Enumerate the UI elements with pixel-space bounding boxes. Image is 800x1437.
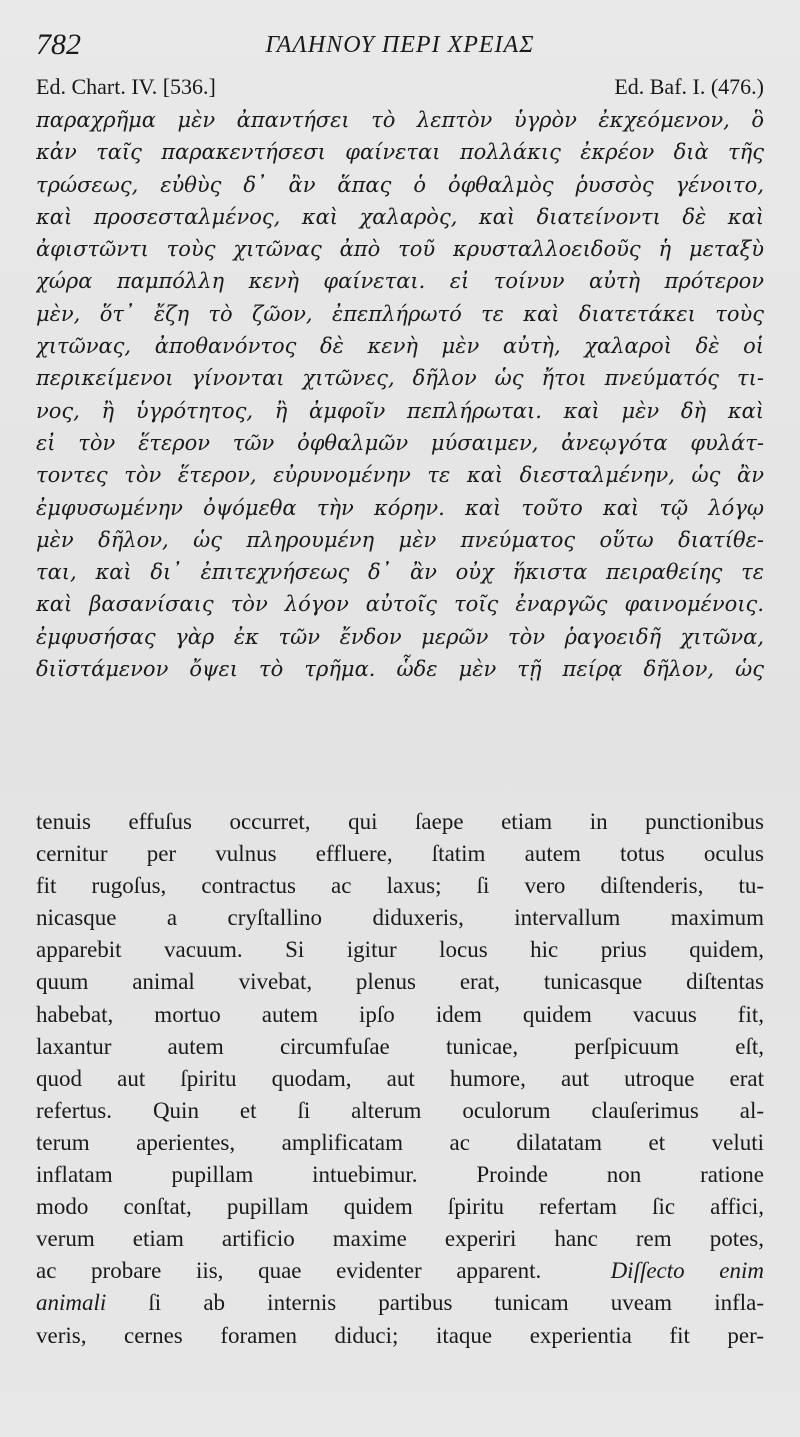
greek-line: ἐμφυσωμένην ὀψόμεθα τὴν κόρην. καὶ τοῦτο καὶ τῷ λόγῳ <box>36 495 764 520</box>
latin-line: nicasque a cryſtallino diduxeris, intervallum maximum <box>36 905 764 931</box>
greek-line: διϊστάμενον ὄψει τὸ τρῆμα. ὧδε μὲν τῇ πείρᾳ δῆλον, ὡς <box>36 657 764 682</box>
latin-line: quod aut ſpiritu quodam, aut humore, aut utroque erat <box>36 1065 764 1091</box>
greek-line: παραχρῆμα μὲν ἀπαντήσει τὸ λεπτὸν ὑγρὸν ἐκχεόμενον, ὃ <box>36 108 764 132</box>
latin-line: fit rugoſus, contractus ac laxus; ſi vero diſtenderis, tu- <box>36 873 764 899</box>
greek-line: χώρα παμπόλλη κενὴ φαίνεται. εἰ τοίνυν αὐτὴ πρότερον <box>36 269 764 294</box>
latin-line: verum etiam artificio maxime experiri hanc rem potes, <box>36 1226 764 1252</box>
greek-line: τρώσεως, εὐθὺς δ᾿ ἂν ἅπας ὁ ὀφθαλμὸς ῥυσσὸς γένοιτο, <box>36 172 764 197</box>
greek-line: κἀν ταῖς παρακεντήσεσι φαίνεται πολλάκις ἐκρέον διὰ τῆς <box>36 140 764 165</box>
greek-line: ἀφιστῶντι τοὺς χιτῶνας ἀπὸ τοῦ κρυσταλλοειδοῦς ἡ μεταξὺ <box>36 237 764 262</box>
latin-line-with-italic <box>36 1255 764 1287</box>
edition-chartier: Ed. Chart. IV. [536.] <box>36 74 216 99</box>
greek-line: χιτῶνας, ἀποθανόντος δὲ κενὴ μὲν αὐτὴ, χαλαροὶ δὲ οἱ <box>36 334 764 359</box>
latin-line: veris, cernes foramen diduci; itaque experientia fit per- <box>36 1322 764 1348</box>
latin-line: tenuis effuſus occurret, qui ſaepe etiam in punctionibus <box>36 809 764 834</box>
edition-basel: Ed. Baf. I. (476.) <box>614 74 764 99</box>
greek-line: ἐμφυσήσας γὰρ ἐκ τῶν ἔνδον μερῶν τὸν ῥαγοειδῆ χιτῶνα, <box>36 624 764 649</box>
latin-line-with-italic <box>36 1287 764 1319</box>
greek-line: καὶ προσεσταλμένος, καὶ χαλαρὸς, καὶ διατείνοντι δὲ καὶ <box>36 204 764 229</box>
greek-text-block <box>36 104 764 685</box>
latin-line: quum animal vivebat, plenus erat, tunicasque diſtentas <box>36 969 764 995</box>
running-title: ΓΑΛΗΝΟΥ ΠΕΡΙ ΧΡΕΙΑΣ <box>265 32 535 58</box>
greek-line: περικείμενοι γίνονται χιτῶνες, δῆλον ὡς ἤτοι πνεύματός τι- <box>36 366 764 391</box>
latin-line: apparebit vacuum. Si igitur locus hic prius quidem, <box>36 937 764 963</box>
latin-line: modo conſtat, pupillam quidem ſpiritu refertam ſic affici, <box>36 1194 764 1220</box>
latin-italic-text: animali <box>36 1290 107 1316</box>
latin-text: ſi ab internis partibus tunicam uveam infla- <box>148 1290 764 1316</box>
latin-text: ac probare iis, quae evidenter apparent. <box>36 1258 542 1284</box>
latin-italic-text: Diſſecto enim <box>610 1258 764 1284</box>
greek-line: μὲν, ὅτ᾿ ἔζη τὸ ζῶον, ἐπεπλήρωτό τε καὶ διατετάκει τοὺς <box>36 301 764 326</box>
greek-line: τοντες τὸν ἕτερον, εὐρυνομένην τε καὶ διεσταλμένην, ὡς ἂν <box>36 463 764 488</box>
latin-line: refertus. Quin et ſi alterum oculorum clauſerimus al- <box>36 1097 764 1123</box>
latin-line: habebat, mortuo autem ipſo idem quidem vacuus fit, <box>36 1001 764 1027</box>
latin-line: laxantur autem circumfuſae tunicae, perſpicuum eſt, <box>36 1033 764 1059</box>
latin-text-block <box>36 806 764 1352</box>
latin-line: inflatam pupillam intuebimur. Proinde non ratione <box>36 1162 764 1188</box>
greek-line: καὶ βασανίσαις τὸν λόγον αὐτοῖς τοῖς ἐναργῶς φαινομένοις. <box>36 592 764 617</box>
greek-line: ται, καὶ δι᾿ ἐπιτεχνήσεως δ᾿ ἂν οὐχ ἥκιστα πειραθείης τε <box>36 560 764 585</box>
page-number: 782 <box>36 28 81 61</box>
latin-line: terum aperientes, amplificatam ac dilatatam et veluti <box>36 1129 764 1155</box>
latin-line: cernitur per vulnus effluere, ſtatim autem totus oculus <box>36 841 764 867</box>
greek-line: μὲν δῆλον, ὡς πληρουμένη μὲν πνεύματος οὕτω διατίθε- <box>36 527 764 552</box>
greek-line: νος, ἢ ὑγρότητος, ἢ ἀμφοῖν πεπλήρωται. καὶ μὲν δὴ καὶ <box>36 398 764 423</box>
greek-line: εἰ τὸν ἕτερον τῶν ὀφθαλμῶν μύσαιμεν, ἀνεῳγότα φυλάτ- <box>36 430 764 455</box>
running-head <box>36 28 764 68</box>
edition-reference-line <box>36 74 764 104</box>
